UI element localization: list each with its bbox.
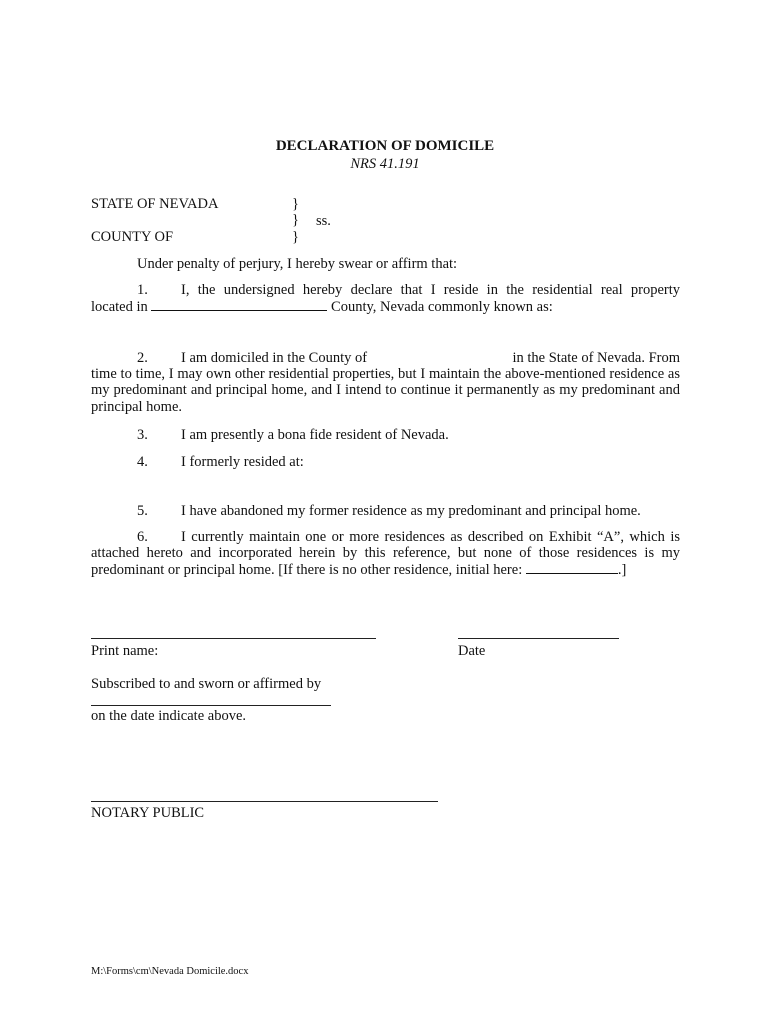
footer-file-path: M:\Forms\cm\Nevada Domicile.docx bbox=[91, 966, 249, 977]
para2-number: 2. bbox=[137, 350, 148, 366]
subscribed-label: Subscribed to and sworn or affirmed by bbox=[91, 676, 322, 692]
para3-text: I am presently a bona fide resident of Nevada. bbox=[181, 427, 449, 443]
intro-statement: Under penalty of perjury, I hereby swear or affirm that: bbox=[137, 256, 458, 272]
para1-county-text: County, Nevada commonly known as: bbox=[331, 299, 553, 315]
county-blank-line[interactable] bbox=[151, 298, 327, 311]
para6-text-start: attached hereto and incorporated herein by this reference, but none of those residences is my predominant or principal home. [If there is no other residence, initial here: bbox=[91, 545, 680, 579]
statute-reference: NRS 41.191 bbox=[350, 156, 420, 172]
para6-text bbox=[91, 545, 680, 579]
para2-text: time to time, I may own other residential properties, but I maintain the above-mentioned residence as my predominant and principal home, and I intend to continue it permanently as my predominant and principal home. bbox=[91, 366, 680, 415]
print-name-label: Print name: bbox=[91, 643, 159, 659]
para5-number: 5. bbox=[137, 503, 148, 519]
para3-number: 3. bbox=[137, 427, 148, 443]
para1-line2 bbox=[91, 298, 553, 316]
county-label: COUNTY OF bbox=[91, 229, 174, 245]
para2-line1-start: I am domiciled in the County of bbox=[181, 350, 368, 366]
notary-signature-line[interactable] bbox=[91, 801, 438, 802]
initial-blank-line[interactable] bbox=[526, 561, 618, 574]
para4-text: I formerly resided at: bbox=[181, 454, 304, 470]
para1-number: 1. bbox=[137, 282, 148, 298]
para2-line1-end: in the State of Nevada. From bbox=[512, 350, 680, 366]
ss-label: ss. bbox=[316, 213, 331, 229]
brace-2: } bbox=[292, 212, 299, 228]
brace-3: } bbox=[292, 229, 299, 245]
notary-public-label: NOTARY PUBLIC bbox=[91, 805, 205, 821]
para1-line1: I, the undersigned hereby declare that I reside in the residential real property bbox=[181, 282, 680, 298]
print-name-line[interactable] bbox=[91, 638, 376, 639]
para6-number: 6. bbox=[137, 529, 148, 545]
date-indicate-label: on the date indicate above. bbox=[91, 708, 247, 724]
para6-text-end: .] bbox=[617, 562, 627, 579]
state-label: STATE OF NEVADA bbox=[91, 196, 219, 212]
document-title: DECLARATION OF DOMICILE bbox=[275, 138, 495, 154]
date-label: Date bbox=[458, 643, 486, 659]
para6-line1: I currently maintain one or more residences as described on Exhibit “A”, which is bbox=[181, 529, 680, 545]
brace-1: } bbox=[292, 196, 299, 212]
date-line[interactable] bbox=[458, 638, 619, 639]
subscribed-by-line[interactable] bbox=[91, 705, 331, 706]
para1-located-in: located in bbox=[91, 299, 148, 315]
para5-text: I have abandoned my former residence as my predominant and principal home. bbox=[181, 503, 641, 519]
para4-number: 4. bbox=[137, 454, 148, 470]
